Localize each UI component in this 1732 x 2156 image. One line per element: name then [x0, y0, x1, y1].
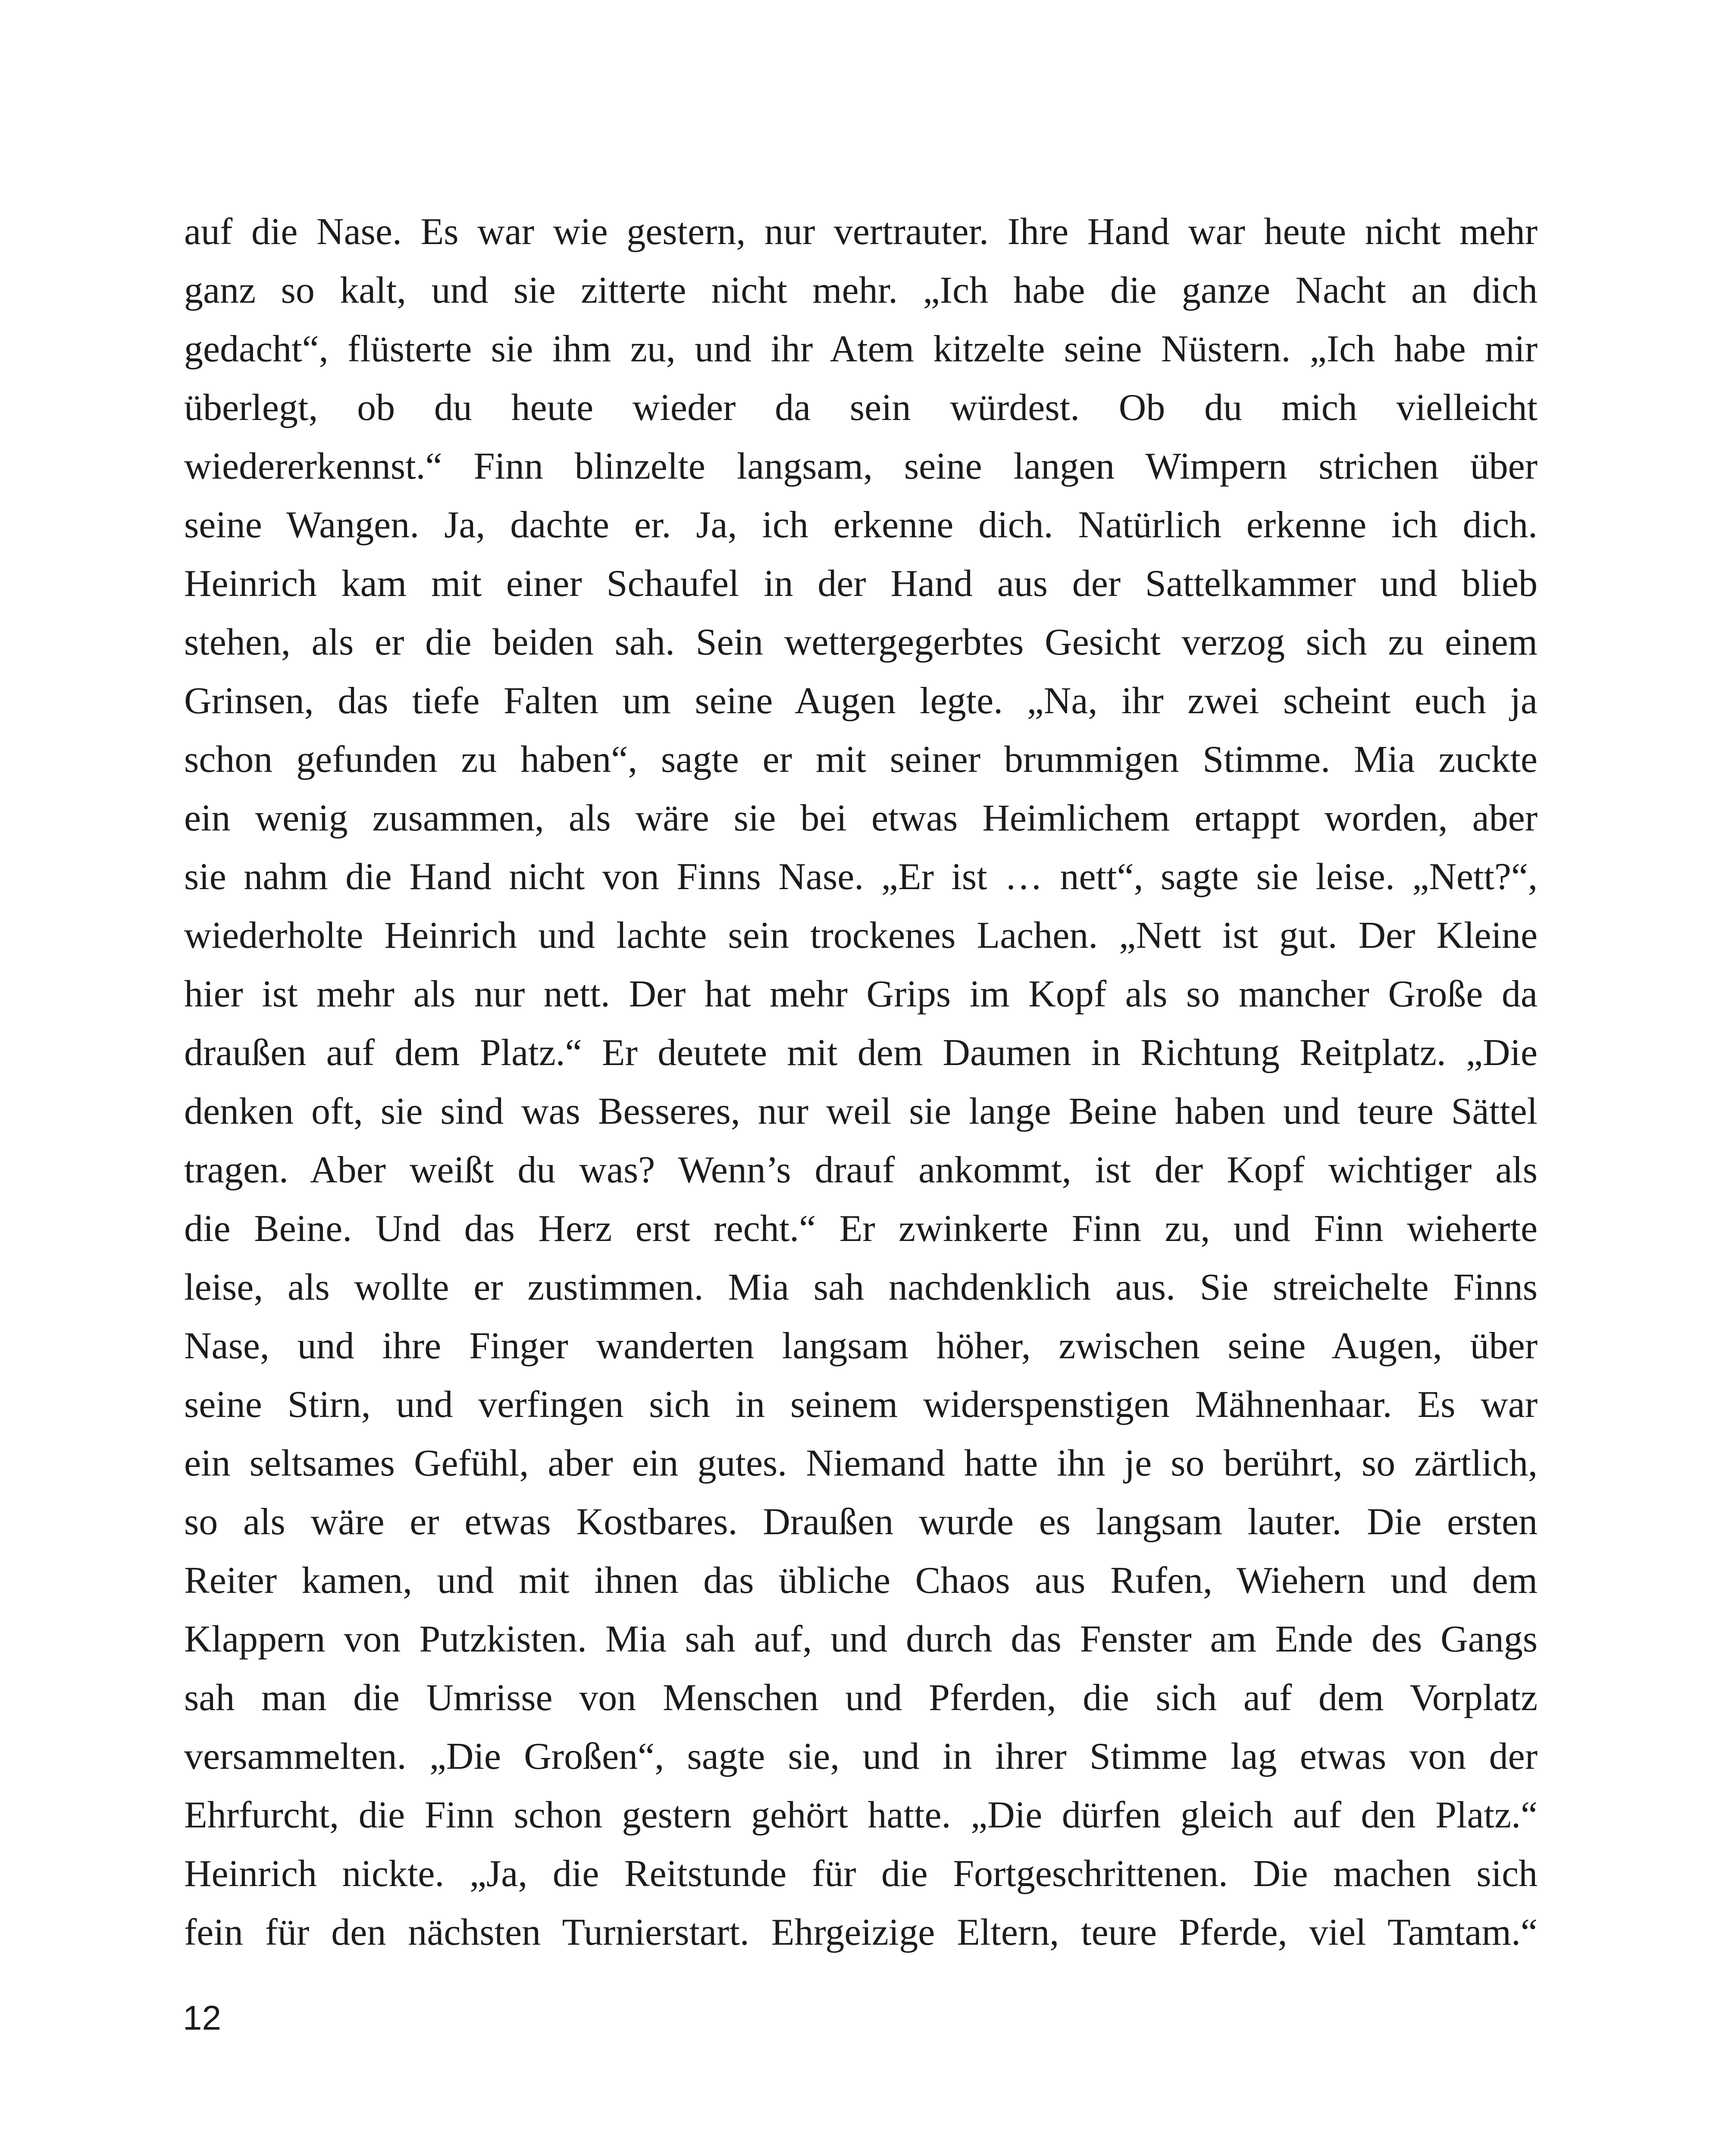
text-line: gedacht“, flüsterte sie ihm zu, und ihr Atem kitzelte seine Nüstern. „Ich habe mir — [184, 328, 1538, 370]
text-line: Reiter kamen, und mit ihnen das übliche Chaos aus Rufen, Wiehern und dem — [184, 1560, 1538, 1601]
text-line: Ehrfurcht, die Finn schon gestern gehört hatte. „Die dürfen gleich auf den Platz.“ — [184, 1794, 1538, 1836]
text-line: leise, als wollte er zustimmen. Mia sah nachdenklich aus. Sie streichelte Finns — [184, 1266, 1538, 1308]
text-line: denken oft, sie sind was Besseres, nur weil sie lange Beine haben und teure Sättel — [184, 1091, 1538, 1132]
text-line: seine Stirn, und verfingen sich in seinem widerspenstigen Mähnenhaar. Es war — [184, 1384, 1538, 1426]
page-number: 12 — [183, 1999, 221, 2037]
text-line: wiederholte Heinrich und lachte sein trockenes Lachen. „Nett ist gut. Der Kleine — [184, 915, 1538, 956]
text-line: Klappern von Putzkisten. Mia sah auf, und durch das Fenster am Ende des Gangs — [184, 1618, 1538, 1660]
text-line: schon gefunden zu haben“, sagte er mit seiner brummigen Stimme. Mia zuckte — [184, 739, 1538, 780]
text-line: die Beine. Und das Herz erst recht.“ Er zwinkerte Finn zu, und Finn wieherte — [184, 1208, 1538, 1250]
text-line: draußen auf dem Platz.“ Er deutete mit dem Daumen in Richtung Reitplatz. „Die — [184, 1032, 1538, 1074]
text-line: Heinrich kam mit einer Schaufel in der Hand aus der Sattelkammer und blieb — [184, 563, 1538, 605]
text-line: fein für den nächsten Turnierstart. Ehrgeizige Eltern, teure Pferde, viel Tamtam.“ — [184, 1912, 1538, 1953]
text-line: ganz so kalt, und sie zitterte nicht mehr. „Ich habe die ganze Nacht an dich — [184, 270, 1538, 311]
text-line: sie nahm die Hand nicht von Finns Nase. „Er ist … nett“, sagte sie leise. „Nett?“, — [184, 856, 1538, 898]
text-line: ein wenig zusammen, als wäre sie bei etwas Heimlichem ertappt worden, aber — [184, 797, 1538, 839]
text-line: überlegt, ob du heute wieder da sein würdest. Ob du mich vielleicht — [184, 387, 1538, 429]
text-line: tragen. Aber weißt du was? Wenn’s drauf ankommt, ist der Kopf wichtiger als — [184, 1149, 1538, 1191]
body-text — [184, 203, 1538, 1962]
text-line: so als wäre er etwas Kostbares. Draußen wurde es langsam lauter. Die ersten — [184, 1501, 1538, 1543]
text-line: stehen, als er die beiden sah. Sein wettergegerbtes Gesicht verzog sich zu einem — [184, 621, 1538, 663]
text-line: seine Wangen. Ja, dachte er. Ja, ich erkenne dich. Natürlich erkenne ich dich. — [184, 504, 1538, 546]
text-line: hier ist mehr als nur nett. Der hat mehr Grips im Kopf als so mancher Große da — [184, 973, 1538, 1015]
text-line: versammelten. „Die Großen“, sagte sie, und in ihrer Stimme lag etwas von der — [184, 1736, 1538, 1777]
text-line: sah man die Umrisse von Menschen und Pferden, die sich auf dem Vorplatz — [184, 1677, 1538, 1719]
text-line: Grinsen, das tiefe Falten um seine Augen legte. „Na, ihr zwei scheint euch ja — [184, 680, 1538, 722]
text-line: auf die Nase. Es war wie gestern, nur vertrauter. Ihre Hand war heute nicht mehr — [184, 211, 1538, 253]
text-line: wiedererkennst.“ Finn blinzelte langsam, seine langen Wimpern strichen über — [184, 445, 1538, 487]
text-line: Heinrich nickte. „Ja, die Reitstunde für die Fortgeschrittenen. Die machen sich — [184, 1853, 1538, 1895]
text-line: ein seltsames Gefühl, aber ein gutes. Niemand hatte ihn je so berührt, so zärtlich, — [184, 1442, 1538, 1484]
text-line: Nase, und ihre Finger wanderten langsam höher, zwischen seine Augen, über — [184, 1325, 1538, 1367]
